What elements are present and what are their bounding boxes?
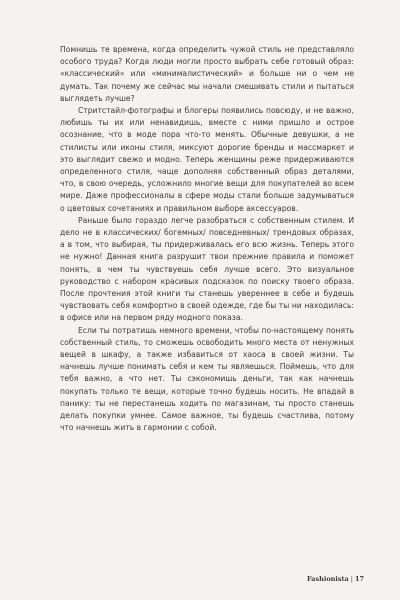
paragraph: Раньше было гораздо легче разобраться с собственным стилем. И дело не в классических/ богемных/ повседневных/ трендовых образах, а в том, что выбирая, ты придерживалась его всю жизнь. Теперь этого не нужно! Данная книга разрушит твои прежние правила и поможет понять, в чем ты чувствуешь себя лучше всего. Это визуальное руководство с набором красивых подсказок по поиску твоего образа. После прочтения этой книги ты станешь увереннее в себе и будешь чувствовать себя комфортно в своей одежде, где бы ты ни находилась: в офисе или на первом ряду модного показа. bbox=[60, 215, 354, 323]
footer-separator: | bbox=[350, 575, 353, 583]
footer-book-title: Fashionista bbox=[307, 575, 349, 583]
body-text bbox=[60, 44, 354, 435]
paragraph: Если ты потратишь немного времени, чтобы по-настоящему понять собственный стиль, то сможешь освободить много места от ненужных вещей в шкафу, а также избавиться от хаоса в своей жизни. Ты начнешь лучше понимать себя и кем ты являешься. Поймешь, что для тебя важно, а что нет. Ты сэкономишь деньги, так как начнешь покупать только те вещи, которые точно будешь носить. Не впадай в панику: ты не перестанешь ходить по магазинам, ты просто станешь делать покупки умнее. Самое важное, ты будешь счастлива, потому что начнешь жить в гармонии с собой. bbox=[60, 325, 354, 433]
page-footer bbox=[307, 575, 364, 583]
paragraph: Помнишь те времена, когда определить чужой стиль не представляло особого труда? Когда люди могли просто выбрать себе готовый образ: «классический» или «минималистический» и больше ни о чем не думать. Так почему же сейчас мы начали смешивать стили и пытаться выглядеть лучше? bbox=[60, 45, 354, 103]
page-number: 17 bbox=[354, 575, 364, 583]
paragraph: Стритстайл-фотографы и блогеры появились повсюду, и не важно, любишь ты их или ненавидишь, вместе с ними пришло и острое осознание, что в моде пора что-то менять. Обычные девушки, а не стилисты или иконы стиля, миксуют дорогие бренды и массмаркет и это выглядит свежо и модно. Теперь женщины реже придерживаются определенного стиля, чаще дополняя собственный образ деталями, что, в свою очередь, усложнило многие вещи для покупателей во всем мире. Даже профессионалы в сфере моды стали больше задумываться о цветовых сочетаниях и правильном выборе аксессуаров. bbox=[60, 106, 354, 213]
